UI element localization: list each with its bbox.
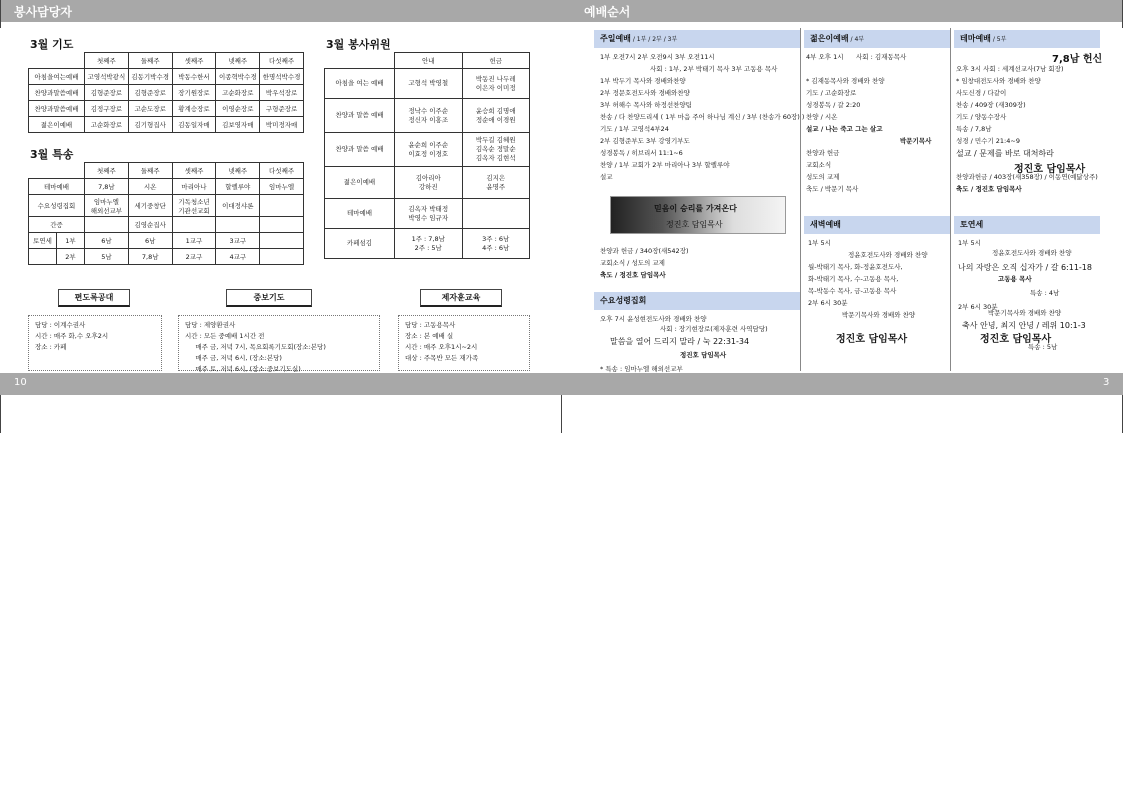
- table-cell: 김영순집사: [128, 217, 172, 233]
- table-cell: 김정구장로: [85, 101, 129, 117]
- table-row: [29, 217, 304, 233]
- table-cell: 1부: [57, 233, 85, 249]
- service-line: 월-박태기 목사, 화-정윤호전도사,: [808, 263, 903, 271]
- table-cell: 토연세: [29, 233, 57, 249]
- service-line: 사회 : 김재동목사: [856, 53, 907, 61]
- table-cell: 장기원장로: [172, 85, 216, 101]
- service-line: * 임창대전도사와 경배와 찬양: [956, 77, 1041, 85]
- service-line: 7,8남 헌신: [1052, 54, 1103, 65]
- table-row: [29, 233, 304, 249]
- table-header-cell: 둘째주: [128, 53, 172, 69]
- table-cell: 마리아나: [172, 179, 216, 195]
- table-row: [29, 195, 304, 217]
- table-cell: 6남: [85, 233, 129, 249]
- table-cell: 젊은이예배: [29, 117, 85, 133]
- service-line: 특송 : 5남: [1028, 343, 1058, 351]
- table-row: [325, 133, 530, 167]
- right-page-number: 3: [1103, 377, 1110, 388]
- service-line: 정진호 담임목사: [980, 334, 1052, 345]
- info-line: 담당 : 이계수권사: [35, 321, 86, 329]
- service-line: 나의 자랑은 오직 십자가 / 갈 6:11-18: [958, 263, 1092, 272]
- table-cell: 정낙수 이주순 정신자 이홍조: [395, 99, 463, 133]
- bottom-bar: [0, 373, 1123, 395]
- table-row: [29, 101, 304, 117]
- service-line: 축사 안녕, 최지 안녕 / 레위 10:1-3: [962, 321, 1086, 330]
- service-line: 성경 / 민수기 21:4~9: [956, 137, 1020, 145]
- table-cell: 찬양과 말씀 예배: [325, 133, 395, 167]
- info-box-3: [398, 315, 530, 371]
- table-row: [325, 69, 530, 99]
- service-line: 교회소식: [806, 161, 832, 169]
- table-cell: 임마누엘: [260, 179, 304, 195]
- column-divider: [950, 28, 951, 371]
- table-cell: 3주 : 6남 4주 : 6남: [462, 229, 530, 259]
- table-cell: 박동수한서: [172, 69, 216, 85]
- table-cell: 김기형집사: [128, 117, 172, 133]
- dawn-service-header: 새벽예배: [804, 216, 950, 234]
- table-cell: [260, 233, 304, 249]
- info-line: 장소 : 카페: [35, 343, 67, 351]
- table-cell: 윤순희 이주순 이효정 이경호: [395, 133, 463, 167]
- table-cell: 고순화장로: [216, 85, 260, 101]
- table-cell: 이영순장로: [216, 101, 260, 117]
- info-line: 담당 : 고동용목사: [405, 321, 456, 329]
- table-header-cell: 둘째주: [128, 163, 172, 179]
- table-cell: 박우석장로: [260, 85, 304, 101]
- theme-service-header: 테마예배 / 5부: [954, 30, 1100, 48]
- table-cell: 찬양과말씀예배: [29, 85, 85, 101]
- youth-service-header: 젊은이예배 / 4부: [804, 30, 950, 48]
- table-header-cell: 첫째주: [85, 53, 129, 69]
- service-line: 축도 / 정진호 담임목사: [956, 185, 1022, 193]
- tab-button-1[interactable]: 편도록공대: [58, 289, 130, 307]
- special-song-table: [28, 162, 304, 265]
- table-cell: 고영석박광식: [85, 69, 129, 85]
- service-line: 고동용 목사: [998, 275, 1032, 283]
- table-cell: 시온: [128, 179, 172, 195]
- info-line: 담당 : 제양환권사: [185, 321, 236, 329]
- table-cell: 테마예배: [325, 199, 395, 229]
- table-cell: 김지은 윤명주: [462, 167, 530, 199]
- table-cell: 황계승장로: [172, 101, 216, 117]
- table-cell: [29, 249, 57, 265]
- info-line: 매주 금, 저녁 7시, 목요회록기도회(장소:본당): [185, 343, 326, 351]
- table-cell: [85, 217, 129, 233]
- table-cell: 기독청소년 기관선교회: [172, 195, 216, 217]
- service-line: 사도신경 / 다같이: [956, 89, 1007, 97]
- table-cell: 고순도장로: [128, 101, 172, 117]
- service-line: 정윤호전도사와 경배와 찬양: [848, 251, 928, 259]
- table-cell: 김형준장로: [85, 85, 129, 101]
- table-cell: [260, 195, 304, 217]
- table-cell: 3교구: [216, 233, 260, 249]
- table-header-cell: 첫째주: [85, 163, 129, 179]
- table-cell: 찬양과말씀예배: [29, 101, 85, 117]
- table-cell: [172, 217, 216, 233]
- service-line: 1부 오전7시 2부 오전9시 3부 오전11시: [600, 53, 715, 61]
- service-line: 찬양과 헌금: [806, 149, 840, 157]
- table-cell: 김동기박수경: [128, 69, 172, 85]
- table-row: [325, 167, 530, 199]
- service-line: 찬양과 헌금 / 340장(새542장): [600, 247, 689, 255]
- table-row: [29, 85, 304, 101]
- info-line: 장소 : 본 예배 실: [405, 332, 454, 340]
- table-header-cell: 셋째주: [172, 53, 216, 69]
- service-line: 1부 5시: [958, 239, 981, 247]
- table-cell: 젊은이예배: [325, 167, 395, 199]
- table-cell: 고순화장로: [85, 117, 129, 133]
- table-header-cell: 넷째주: [216, 53, 260, 69]
- service-line: 3부 허해수 목사와 하정선찬양팀: [600, 101, 692, 109]
- service-line: 1부 박두기 목사와 경배와찬양: [600, 77, 686, 85]
- table-cell: 할렐루야: [216, 179, 260, 195]
- service-line: 기도 / 양동수장사: [956, 113, 1007, 121]
- service-line: 성도의 교제: [806, 173, 840, 181]
- prayer-heading: 3월 기도: [30, 38, 74, 51]
- service-line: 찬양 / 시온: [806, 113, 838, 121]
- service-line: 2부 김형준부도 3부 강영기부도: [600, 137, 690, 145]
- service-line: 찬양 / 1부 교회가 2부 마리아나 3부 할렐루야: [600, 161, 730, 169]
- table-header-cell: 안내: [395, 53, 463, 69]
- service-table: [324, 52, 530, 259]
- service-line: 축도 / 박문기 목사: [806, 185, 859, 193]
- service-line: 특송 : 4남: [1030, 289, 1060, 297]
- table-cell: 수요성령집회: [29, 195, 85, 217]
- info-line: 시간 : 매주 화,수 오후2시: [35, 332, 109, 340]
- table-cell: [462, 199, 530, 229]
- table-cell: 한명석박수경: [260, 69, 304, 85]
- table-cell: 김아리아 강하진: [395, 167, 463, 199]
- tab-button-3[interactable]: 제자훈교육: [420, 289, 502, 307]
- table-header-cell: 넷째주: [216, 163, 260, 179]
- table-cell: 간증: [29, 217, 85, 233]
- crop-mark: [0, 0, 1, 28]
- service-line: 설교 / 문제를 바로 대처하라: [956, 149, 1054, 158]
- table-header-cell: 헌금: [462, 53, 530, 69]
- column-divider: [800, 28, 801, 371]
- table-header-cell: 다섯째주: [260, 163, 304, 179]
- table-cell: 임마누엘 해외선교부: [85, 195, 129, 217]
- table-header-cell: [325, 53, 395, 69]
- table-cell: 이종혁박수경: [216, 69, 260, 85]
- service-heading: 3월 봉사위원: [326, 38, 391, 51]
- table-cell: 고형석 박영철: [395, 69, 463, 99]
- info-line: 시간 : 매주 오후1시~2시: [405, 343, 478, 351]
- service-line: 2부 6시 30분: [958, 303, 998, 311]
- table-cell: 이대정샤론: [216, 195, 260, 217]
- table-row: [325, 99, 530, 133]
- tab-button-2[interactable]: 중보기도: [226, 289, 312, 307]
- service-line: 성경봉독 / 갈 2:20: [806, 101, 861, 109]
- table-cell: 박두길 김혜원 김옥순 정말순 김옥자 김현석: [462, 133, 530, 167]
- service-line: * 김재동목사와 경배와 찬양: [806, 77, 885, 85]
- table-cell: 김보영자매: [216, 117, 260, 133]
- service-line: 사회 : 장기현장로(제자훈련 사역담당): [660, 325, 768, 333]
- info-box-1: [28, 315, 162, 371]
- table-cell: 윤승희 김명애 정순애 이경원: [462, 99, 530, 133]
- table-header-cell: 다섯째주: [260, 53, 304, 69]
- service-line: 교회소식 / 성도의 교제: [600, 259, 665, 267]
- sermon-pastor: 정진호 담임목사: [666, 220, 723, 229]
- service-line: 성경봉독 / 히브리서 11:1~6: [600, 149, 683, 157]
- table-cell: 7,8남: [85, 179, 129, 195]
- table-row: [29, 69, 304, 85]
- table-cell: 1주 : 7,8남 2주 : 5남: [395, 229, 463, 259]
- right-section-title: 예배순서: [584, 5, 631, 19]
- info-line: 대상 : 주목반 모든 재가족: [405, 354, 479, 362]
- prayer-table: [28, 52, 304, 133]
- service-line: * 특송 : 임마누엘 해외선교부: [600, 365, 683, 373]
- sermon-title: 믿음이 승리를 가져온다: [654, 204, 737, 213]
- table-cell: 5남: [85, 249, 129, 265]
- table-cell: 2부: [57, 249, 85, 265]
- info-box-2: [178, 315, 380, 371]
- service-line: 정진호 담임목사: [1014, 164, 1086, 175]
- service-line: 정윤호전도사와 경배와 찬양: [992, 249, 1072, 257]
- service-line: 오후 3시 사회 : 세계선교사(7남 회장): [956, 65, 1064, 73]
- service-line: 축도 / 정진호 담임목사: [600, 271, 666, 279]
- service-line: 오후 7시 윤성현전도사와 경배와 찬양: [600, 315, 707, 323]
- service-line: 박문기목사와 경배와 찬양: [842, 311, 916, 319]
- service-line: 목-박동수 목사, 금-고동용 목사: [808, 287, 897, 295]
- table-header-cell: [29, 53, 85, 69]
- left-section-title: 봉사담당자: [14, 5, 72, 19]
- table-cell: 찬양과 말씀 예배: [325, 99, 395, 133]
- service-line: 찬양과헌금 / 403장(새358장) / 이동연(예닮상주): [956, 173, 1098, 181]
- table-cell: 구형준장로: [260, 101, 304, 117]
- table-cell: 카페섬김: [325, 229, 395, 259]
- service-line: 정진호 담임목사: [836, 334, 908, 345]
- table-row: [325, 199, 530, 229]
- sunday-service-header: 주일예배 / 1부 / 2부 / 3부: [594, 30, 800, 48]
- table-cell: 테마예배: [29, 179, 85, 195]
- service-line: 사회 : 1부, 2부 박태기 목사 3부 고동용 목사: [650, 65, 778, 73]
- table-cell: 6남: [128, 233, 172, 249]
- table-row: [29, 117, 304, 133]
- table-row: [29, 249, 304, 265]
- table-cell: 김형준장로: [128, 85, 172, 101]
- table-cell: 박동진 나두레 이은자 이미정: [462, 69, 530, 99]
- service-line: 박문기목사와 경배와 찬양: [988, 309, 1062, 317]
- service-line: 2부 6시 30분: [808, 299, 848, 307]
- service-line: 화-박태기 목사, 수-고동용 목사,: [808, 275, 899, 283]
- saturday-service-header: 토연세: [954, 216, 1100, 234]
- table-cell: 1교구: [172, 233, 216, 249]
- table-cell: 아침을 여는 예배: [325, 69, 395, 99]
- table-row: [29, 179, 304, 195]
- wednesday-service-header: 수요성령집회: [594, 292, 800, 310]
- service-line: 찬송 / 다 찬양드리세 ( 1부 마음 주어 하나님 계신 / 3부 (찬송가 60장) ): [600, 113, 805, 121]
- service-line: 말씀을 열어 드리지 말라 / 눅 22:31-34: [610, 337, 750, 346]
- service-line: 2부 정문호전도사와 경배와찬양: [600, 89, 690, 97]
- table-cell: 아침을여는예배: [29, 69, 85, 85]
- table-header-cell: 셋째주: [172, 163, 216, 179]
- crop-mark: [561, 395, 562, 433]
- service-line: 정진호 담임목사: [680, 351, 727, 359]
- table-cell: 김동일자매: [172, 117, 216, 133]
- info-line: 매주 토, 저녁 6시, (장소:중보기도실): [185, 365, 301, 373]
- info-line: 매주 금, 저녁 6시, (장소:본당): [185, 354, 282, 362]
- table-cell: 김옥자 박태정 박영수 임규자: [395, 199, 463, 229]
- table-row: [325, 229, 530, 259]
- table-header-cell: [29, 163, 85, 179]
- table-cell: 박미정자매: [260, 117, 304, 133]
- table-cell: 2교구: [172, 249, 216, 265]
- special-song-heading: 3월 특송: [30, 148, 74, 161]
- left-page-number: 10: [14, 377, 27, 388]
- service-line: 박문기목사: [900, 137, 932, 145]
- service-line: 기도 / 고순화장로: [806, 89, 857, 97]
- top-bar: [0, 0, 1123, 22]
- table-cell: [260, 249, 304, 265]
- table-cell: 7,8남: [128, 249, 172, 265]
- table-cell: [216, 217, 260, 233]
- table-cell: 세기중창단: [128, 195, 172, 217]
- service-line: 특송 / 7,8남: [956, 125, 992, 133]
- info-line: 시간 : 모든 중예배 1시간 전: [185, 332, 265, 340]
- service-line: 설교: [600, 173, 613, 181]
- service-line: 기도 / 1부 고영석4부24: [600, 125, 669, 133]
- service-line: 설교 / 나는 죽고 그는 살고: [806, 125, 883, 133]
- service-line: 찬송 / 409장 (새309장): [956, 101, 1026, 109]
- table-cell: 4교구: [216, 249, 260, 265]
- crop-mark: [0, 395, 1, 433]
- service-line: 4부 오후 1시: [806, 53, 844, 61]
- table-cell: [260, 217, 304, 233]
- service-line: 1부 5시: [808, 239, 831, 247]
